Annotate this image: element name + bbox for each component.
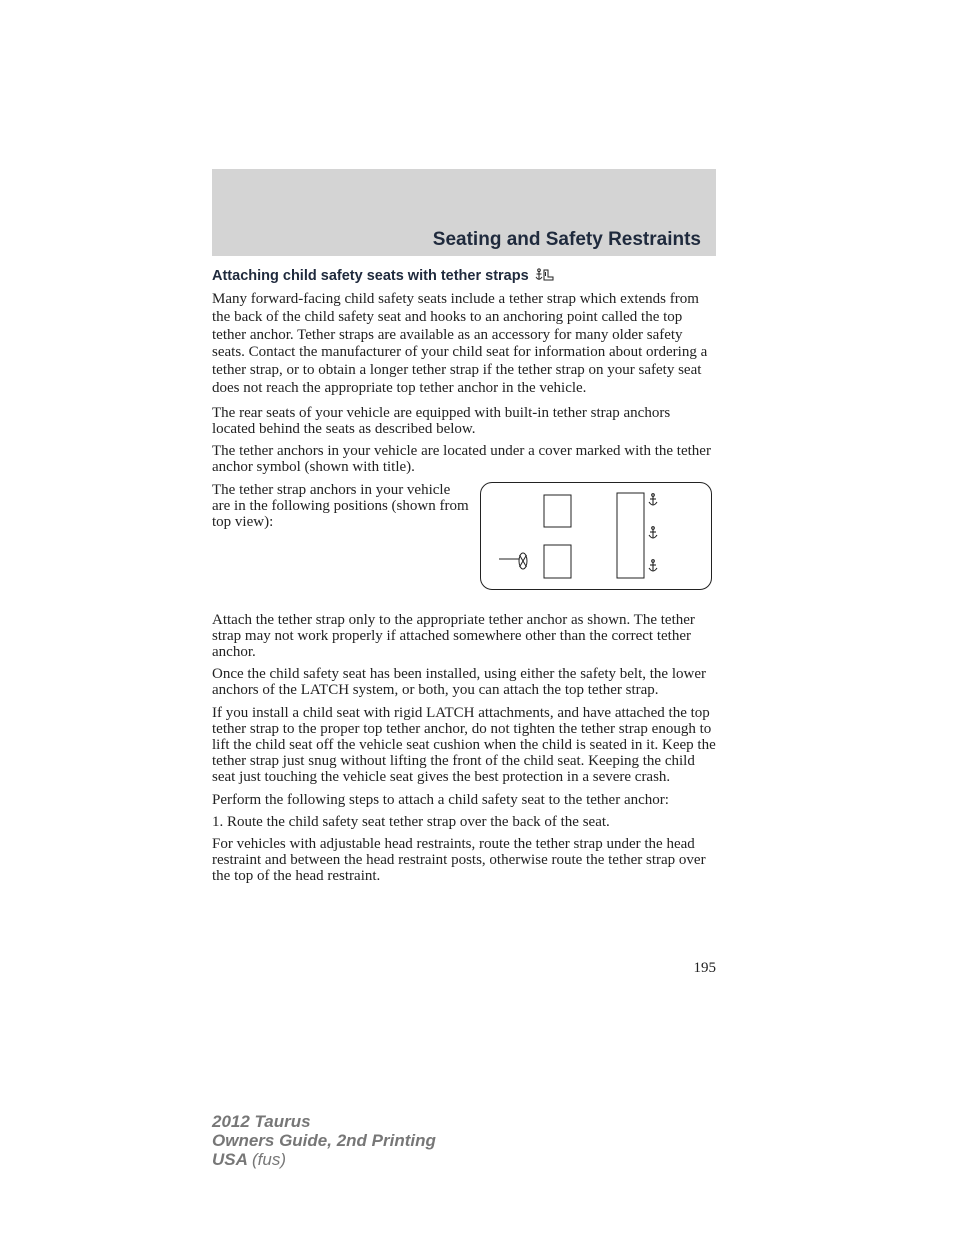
tether-anchor-icon	[649, 526, 657, 537]
page-number: 195	[693, 960, 716, 976]
footer-region-main: USA	[212, 1150, 248, 1169]
section-header-band	[212, 169, 716, 256]
rear-bench-seat	[617, 493, 644, 578]
tether-anchor-icon	[649, 559, 657, 570]
section-title: Seating and Safety Restraints	[432, 229, 701, 250]
subhead	[212, 268, 716, 284]
paragraph-anchor-cover: The tether anchors in your vehicle are located under a cover marked with the tether anchor symbol (shown with title).	[212, 443, 711, 476]
tether-anchor-symbol-icon	[535, 268, 555, 284]
paragraph-rear-seats: The rear seats of your vehicle are equipped with built-in tether strap anchors located behind the seats as described below.	[212, 404, 671, 437]
paragraph-tether-intro: Many forward-facing child safety seats include a tether strap which extends from the back of the child safety seat and hooks to an anchoring point called the top tether anchor. Tether straps are available as an accessory for many older safety seats. Contact the manufacturer of your child seat for information about ordering a tether strap, or to obtain a longer tether strap if the tether strap on your safety seat does not reach the appropriate top tether anchor in the vehicle.	[212, 291, 708, 396]
paragraph-once-installed: Once the child safety seat has been installed, using either the safety belt, the lower anchors of the LATCH system, or both, you can attach the top tether strap.	[212, 666, 706, 699]
subhead-text: Attaching child safety seats with tether straps	[212, 268, 529, 284]
paragraph-rigid-latch: If you install a child seat with rigid LATCH attachments, and have attached the top tether strap to the proper top tether anchor, do not tighten the tether strap enough to lift the child seat off the vehicle seat cushion when the child is seated in it. Keep the tether strap just snug without lifting the front of the child seat. Keeping the child seat just touching the vehicle seat gives the best protection in a severe crash.	[212, 704, 716, 786]
tether-anchor-icon	[649, 493, 657, 504]
anchor-positions-block	[212, 482, 716, 604]
footer-region-code: (fus)	[252, 1150, 286, 1169]
page-content	[212, 268, 716, 891]
footer	[212, 1112, 436, 1169]
footer-model: 2012 Taurus	[212, 1112, 311, 1131]
front-seat-passenger	[544, 495, 571, 527]
paragraph-anchor-positions: The tether strap anchors in your vehicle are in the following positions (shown from top view):	[212, 481, 469, 530]
paragraph-perform-steps: Perform the following steps to attach a child safety seat to the tether anchor:	[212, 791, 669, 808]
footer-edition: Owners Guide, 2nd Printing	[212, 1131, 436, 1150]
anchor-positions-diagram	[480, 482, 712, 590]
footer-region	[212, 1150, 436, 1169]
front-seat-driver	[544, 545, 571, 578]
step-1: 1. Route the child safety seat tether strap over the back of the seat.	[212, 813, 610, 830]
paragraph-head-restraints: For vehicles with adjustable head restraints, route the tether strap under the head restraint and between the head restraint posts, otherwise route the tether strap over the top of the head restraint.	[212, 836, 706, 885]
anchor-positions-drawing	[481, 483, 711, 589]
paragraph-attach-only: Attach the tether strap only to the appropriate tether anchor as shown. The tether strap may not work properly if attached somewhere other than the correct tether anchor.	[212, 611, 695, 660]
